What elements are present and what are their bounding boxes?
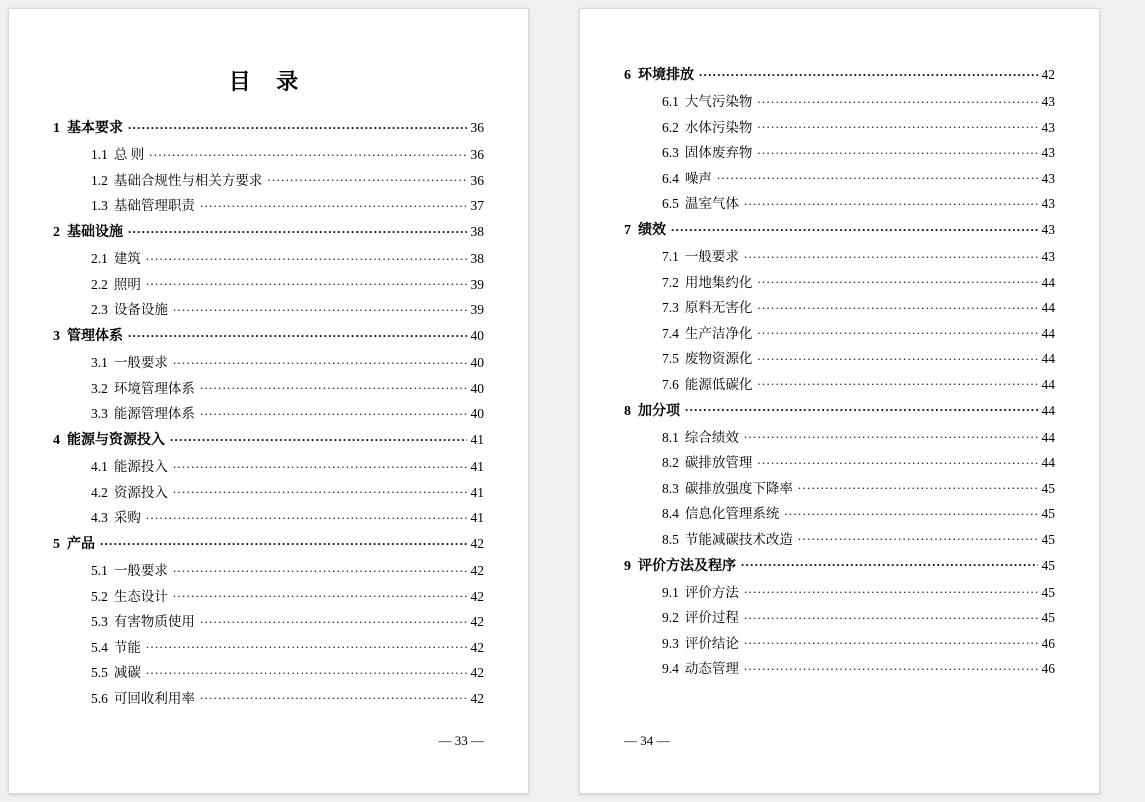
toc-entry-page-number: 44 <box>1041 376 1055 392</box>
toc-entry-page-number: 42 <box>470 690 484 706</box>
toc-leader-dots <box>741 556 1038 570</box>
toc-leader-dots <box>100 534 467 548</box>
toc-entry[interactable] <box>53 483 484 499</box>
toc-entry-page-number: 42 <box>470 536 484 551</box>
toc-entry-page-number: 42 <box>470 563 484 578</box>
page-right <box>579 8 1100 794</box>
toc-entry[interactable] <box>624 556 1055 574</box>
toc-entry[interactable] <box>53 689 484 705</box>
toc-entry-page-number: 44 <box>1041 274 1055 290</box>
toc-entry-label: 绩效 <box>638 223 666 238</box>
toc-entry[interactable] <box>53 275 484 291</box>
toc-leader-dots <box>757 144 1037 158</box>
toc-entry-number: 2 <box>53 225 60 240</box>
toc-entry-label: 信息化管理系统 <box>684 506 780 521</box>
toc-leader-dots <box>200 379 467 393</box>
toc-entry[interactable] <box>53 250 484 266</box>
toc-entry-number: 3 <box>53 329 60 344</box>
toc-entry-page-number: 41 <box>470 510 484 525</box>
toc-entry-number: 2.3 <box>91 302 108 317</box>
toc-entry-number: 4.1 <box>91 459 108 474</box>
toc-entry-number: 5.1 <box>91 563 108 578</box>
toc-leader-dots <box>173 587 467 601</box>
toc-entry[interactable] <box>53 146 484 162</box>
toc-entry-number: 4 <box>53 433 60 448</box>
toc-entry-number: 5.6 <box>91 690 108 706</box>
toc-entry-label: 总 则 <box>113 147 145 162</box>
toc-entry-page-number: 36 <box>470 120 484 135</box>
toc-entry-number: 9 <box>624 558 631 574</box>
toc-entry[interactable] <box>624 479 1055 495</box>
toc-leader-dots <box>671 220 1038 234</box>
toc-entry-label: 有害物质使用 <box>113 614 195 629</box>
toc-leader-dots <box>757 375 1037 389</box>
toc-leader-dots <box>744 609 1038 623</box>
toc-entry-page-number: 43 <box>1041 196 1055 211</box>
toc-leader-dots <box>146 250 467 264</box>
toc-entry-number: 3.3 <box>91 406 108 421</box>
toc-entry[interactable] <box>624 660 1055 676</box>
toc-entry-page-number: 44 <box>1041 429 1055 445</box>
toc-entry-number: 8.4 <box>662 506 679 521</box>
toc-entry-number: 9.1 <box>662 584 679 600</box>
toc-entry-label: 用地集约化 <box>684 274 753 290</box>
toc-entry-number: 3.2 <box>91 380 108 396</box>
toc-entry-number: 7 <box>624 223 631 238</box>
toc-leader-dots <box>170 430 467 444</box>
toc-entry-label: 产品 <box>67 537 95 552</box>
toc-leader-dots <box>128 222 467 236</box>
toc-entry-number: 3.1 <box>91 355 108 370</box>
toc-entry[interactable] <box>624 530 1055 546</box>
toc-entry-page-number: 41 <box>470 459 484 474</box>
toc-entry[interactable] <box>53 613 484 629</box>
toc-entry[interactable] <box>624 350 1055 366</box>
toc-entry[interactable] <box>53 197 484 213</box>
toc-entry-label: 基础合规性与相关方要求 <box>113 172 263 188</box>
toc-entry-page-number: 38 <box>470 224 484 239</box>
toc-leader-dots <box>200 197 467 211</box>
toc-entry[interactable] <box>624 401 1055 419</box>
toc-leader-dots <box>173 458 467 472</box>
toc-leader-dots <box>146 509 467 523</box>
toc-leader-dots <box>744 195 1038 209</box>
toc-list-right <box>624 65 1055 676</box>
toc-entry-page-number: 44 <box>1041 325 1055 341</box>
toc-entry-label: 固体废弃物 <box>684 145 753 160</box>
toc-entry-label: 温室气体 <box>684 196 739 211</box>
toc-entry[interactable] <box>53 509 484 525</box>
toc-leader-dots <box>744 428 1038 442</box>
toc-entry[interactable] <box>624 169 1055 185</box>
toc-entry-page-number: 43 <box>1041 222 1055 237</box>
toc-leader-dots <box>128 118 467 132</box>
toc-entry-label: 节能 <box>113 639 141 655</box>
toc-entry-number: 6.4 <box>662 170 679 186</box>
toc-leader-dots <box>717 169 1038 183</box>
toc-entry[interactable] <box>624 454 1055 470</box>
toc-entry[interactable] <box>53 379 484 395</box>
toc-entry-label: 废物资源化 <box>684 351 753 366</box>
toc-entry-label: 环境排放 <box>638 68 694 83</box>
toc-leader-dots <box>744 634 1038 648</box>
toc-entry-page-number: 43 <box>1041 119 1055 135</box>
toc-entry[interactable] <box>624 248 1055 264</box>
toc-entry-page-number: 45 <box>1041 531 1055 547</box>
toc-entry-label: 可回收利用率 <box>113 690 195 706</box>
page-title: 目 录 <box>228 69 309 94</box>
toc-leader-dots <box>757 273 1037 287</box>
toc-leader-dots <box>149 146 466 160</box>
toc-leader-dots <box>798 530 1038 544</box>
toc-entry-number: 6 <box>624 68 631 83</box>
toc-entry-number: 8.1 <box>662 429 679 445</box>
toc-entry-page-number: 42 <box>470 639 484 655</box>
toc-entry-page-number: 45 <box>1041 506 1055 521</box>
toc-entry-label: 建筑 <box>113 251 141 266</box>
toc-entry-label: 一般要求 <box>113 563 168 578</box>
toc-entry[interactable] <box>53 354 484 370</box>
toc-entry-page-number: 42 <box>470 614 484 629</box>
toc-entry-number: 8 <box>624 403 631 419</box>
toc-entry[interactable] <box>624 324 1055 340</box>
toc-entry-number: 7.3 <box>662 300 679 315</box>
toc-entry[interactable] <box>53 562 484 578</box>
toc-entry-label: 加分项 <box>638 403 680 419</box>
toc-entry-page-number: 40 <box>470 355 484 370</box>
toc-entry-number: 6.5 <box>662 196 679 211</box>
toc-entry-page-number: 36 <box>470 172 484 188</box>
toc-entry[interactable] <box>53 430 484 448</box>
toc-entry-number: 7.2 <box>662 274 679 290</box>
toc-entry-number: 5.3 <box>91 614 108 629</box>
toc-entry-page-number: 45 <box>1041 557 1055 573</box>
toc-entry-number: 9.4 <box>662 661 679 676</box>
toc-entry[interactable] <box>53 638 484 654</box>
toc-leader-dots <box>757 118 1037 132</box>
toc-entry-page-number: 36 <box>470 147 484 162</box>
toc-entry-number: 7.5 <box>662 351 679 366</box>
toc-entry-number: 8.2 <box>662 455 679 470</box>
toc-leader-dots <box>173 562 467 576</box>
toc-entry-number: 5.4 <box>91 639 108 655</box>
toc-entry-label: 综合绩效 <box>684 429 739 445</box>
toc-entry-page-number: 43 <box>1041 145 1055 160</box>
toc-entry[interactable] <box>53 118 484 136</box>
toc-leader-dots <box>173 354 467 368</box>
toc-entry-page-number: 44 <box>1041 300 1055 315</box>
toc-entry-label: 基础设施 <box>67 225 123 240</box>
toc-entry-number: 7.4 <box>662 325 679 341</box>
toc-entry-number: 6.3 <box>662 145 679 160</box>
toc-entry-page-number: 37 <box>470 198 484 213</box>
toc-entry-label: 基本要求 <box>67 121 123 136</box>
toc-entry-page-number: 46 <box>1041 635 1055 651</box>
toc-entry-page-number: 42 <box>1041 67 1055 82</box>
toc-entry-page-number: 39 <box>470 276 484 292</box>
toc-entry-page-number: 40 <box>470 380 484 396</box>
toc-leader-dots <box>128 326 467 340</box>
toc-entry[interactable] <box>624 93 1055 109</box>
toc-entry-number: 8.5 <box>662 531 679 547</box>
page-left <box>8 8 529 794</box>
toc-entry-label: 碳排放强度下降率 <box>684 480 793 496</box>
toc-entry-page-number: 40 <box>470 406 484 421</box>
toc-entry-number: 8.3 <box>662 480 679 496</box>
toc-entry-label: 基础管理职责 <box>113 198 195 213</box>
toc-entry-page-number: 44 <box>1041 402 1055 418</box>
toc-entry-number: 4.3 <box>91 510 108 525</box>
toc-leader-dots <box>757 350 1037 364</box>
toc-leader-dots <box>267 171 466 185</box>
toc-entry-label: 噪声 <box>684 170 712 186</box>
toc-entry-number: 1.1 <box>91 147 108 162</box>
toc-entry-page-number: 41 <box>470 484 484 500</box>
toc-list-left <box>53 118 484 705</box>
toc-entry-label: 环境管理体系 <box>113 380 195 396</box>
toc-leader-dots <box>173 301 467 315</box>
toc-entry-page-number: 38 <box>470 251 484 266</box>
toc-entry[interactable] <box>624 220 1055 238</box>
toc-entry-number: 9.3 <box>662 635 679 651</box>
toc-leader-dots <box>200 613 467 627</box>
toc-entry-page-number: 39 <box>470 302 484 317</box>
toc-entry-label: 碳排放管理 <box>684 455 753 470</box>
toc-entry[interactable] <box>53 171 484 187</box>
toc-entry[interactable] <box>53 405 484 421</box>
toc-entry-number: 4.2 <box>91 484 108 500</box>
toc-entry-number: 9.2 <box>662 610 679 625</box>
toc-leader-dots <box>146 638 467 652</box>
toc-entry-number: 7.6 <box>662 376 679 392</box>
toc-entry-label: 评价方法 <box>684 584 739 600</box>
toc-leader-dots <box>146 664 467 678</box>
toc-entry-page-number: 43 <box>1041 94 1055 109</box>
toc-entry-label: 节能减碳技术改造 <box>684 531 793 547</box>
toc-entry-page-number: 40 <box>470 328 484 343</box>
toc-entry[interactable] <box>624 299 1055 315</box>
toc-entry-page-number: 45 <box>1041 480 1055 496</box>
toc-entry-page-number: 42 <box>470 665 484 680</box>
toc-entry[interactable] <box>624 118 1055 134</box>
toc-leader-dots <box>699 65 1038 79</box>
toc-entry-page-number: 42 <box>470 588 484 604</box>
toc-leader-dots <box>744 660 1038 674</box>
toc-entry-number: 1.3 <box>91 198 108 213</box>
page-number-left: — 33 — <box>438 733 484 748</box>
toc-entry-label: 大气污染物 <box>684 94 753 109</box>
toc-entry-label: 能源与资源投入 <box>67 433 165 448</box>
toc-entry-number: 5.2 <box>91 588 108 604</box>
toc-entry-label: 评价过程 <box>684 610 739 625</box>
toc-entry-page-number: 43 <box>1041 170 1055 186</box>
toc-entry[interactable] <box>53 534 484 552</box>
toc-leader-dots <box>200 405 467 419</box>
toc-entry-page-number: 41 <box>470 432 484 447</box>
toc-entry-number: 1 <box>53 121 60 136</box>
toc-leader-dots <box>744 583 1038 597</box>
toc-entry[interactable] <box>624 195 1055 211</box>
toc-entry[interactable] <box>53 664 484 680</box>
toc-entry-label: 一般要求 <box>113 355 168 370</box>
toc-entry-label: 原料无害化 <box>684 300 753 315</box>
toc-entry[interactable] <box>624 375 1055 391</box>
toc-leader-dots <box>173 483 467 497</box>
toc-entry-label: 一般要求 <box>684 249 739 264</box>
toc-entry[interactable] <box>624 583 1055 599</box>
toc-entry-number: 6.1 <box>662 94 679 109</box>
toc-entry-label: 评价结论 <box>684 635 739 651</box>
toc-entry-number: 1.2 <box>91 172 108 188</box>
toc-entry-page-number: 44 <box>1041 351 1055 366</box>
toc-entry-label: 资源投入 <box>113 484 168 500</box>
toc-entry[interactable] <box>53 587 484 603</box>
toc-entry-label: 采购 <box>113 510 141 525</box>
toc-entry-label: 减碳 <box>113 665 141 680</box>
toc-leader-dots <box>757 324 1037 338</box>
toc-entry[interactable] <box>624 144 1055 160</box>
toc-entry-number: 5 <box>53 537 60 552</box>
toc-leader-dots <box>744 248 1038 262</box>
toc-entry-number: 2.1 <box>91 251 108 266</box>
toc-entry-number: 7.1 <box>662 249 679 264</box>
toc-entry-page-number: 45 <box>1041 584 1055 600</box>
toc-entry-number: 2.2 <box>91 276 108 292</box>
toc-entry-label: 管理体系 <box>67 329 123 344</box>
toc-leader-dots <box>685 401 1038 415</box>
page-number-right: — 34 — <box>624 733 670 748</box>
toc-entry[interactable] <box>624 273 1055 289</box>
toc-entry-label: 生产洁净化 <box>684 325 753 341</box>
toc-entry[interactable] <box>53 222 484 240</box>
toc-leader-dots <box>757 454 1037 468</box>
toc-entry-page-number: 44 <box>1041 455 1055 470</box>
toc-entry-label: 能源低碳化 <box>684 376 753 392</box>
toc-entry-label: 动态管理 <box>684 661 739 676</box>
toc-entry-page-number: 46 <box>1041 661 1055 676</box>
toc-entry[interactable] <box>624 609 1055 625</box>
toc-entry[interactable] <box>624 505 1055 521</box>
toc-entry-label: 生态设计 <box>113 588 168 604</box>
toc-entry[interactable] <box>53 458 484 474</box>
toc-entry-label: 能源投入 <box>113 459 168 474</box>
toc-entry-label: 评价方法及程序 <box>638 558 736 574</box>
toc-leader-dots <box>784 505 1037 519</box>
toc-entry-page-number: 45 <box>1041 610 1055 625</box>
toc-leader-dots <box>757 93 1037 107</box>
toc-entry[interactable] <box>624 65 1055 83</box>
toc-entry[interactable] <box>624 634 1055 650</box>
toc-leader-dots <box>200 689 467 703</box>
toc-entry-label: 照明 <box>113 276 141 292</box>
toc-entry-number: 5.5 <box>91 665 108 680</box>
toc-entry[interactable] <box>53 326 484 344</box>
toc-entry-label: 水体污染物 <box>684 119 753 135</box>
toc-leader-dots <box>798 479 1038 493</box>
toc-entry-label: 设备设施 <box>113 302 168 317</box>
toc-leader-dots <box>757 299 1037 313</box>
toc-entry-page-number: 43 <box>1041 249 1055 264</box>
toc-leader-dots <box>146 275 467 289</box>
toc-entry[interactable] <box>53 301 484 317</box>
toc-entry-number: 6.2 <box>662 119 679 135</box>
toc-entry-label: 能源管理体系 <box>113 406 195 421</box>
toc-entry[interactable] <box>624 428 1055 444</box>
